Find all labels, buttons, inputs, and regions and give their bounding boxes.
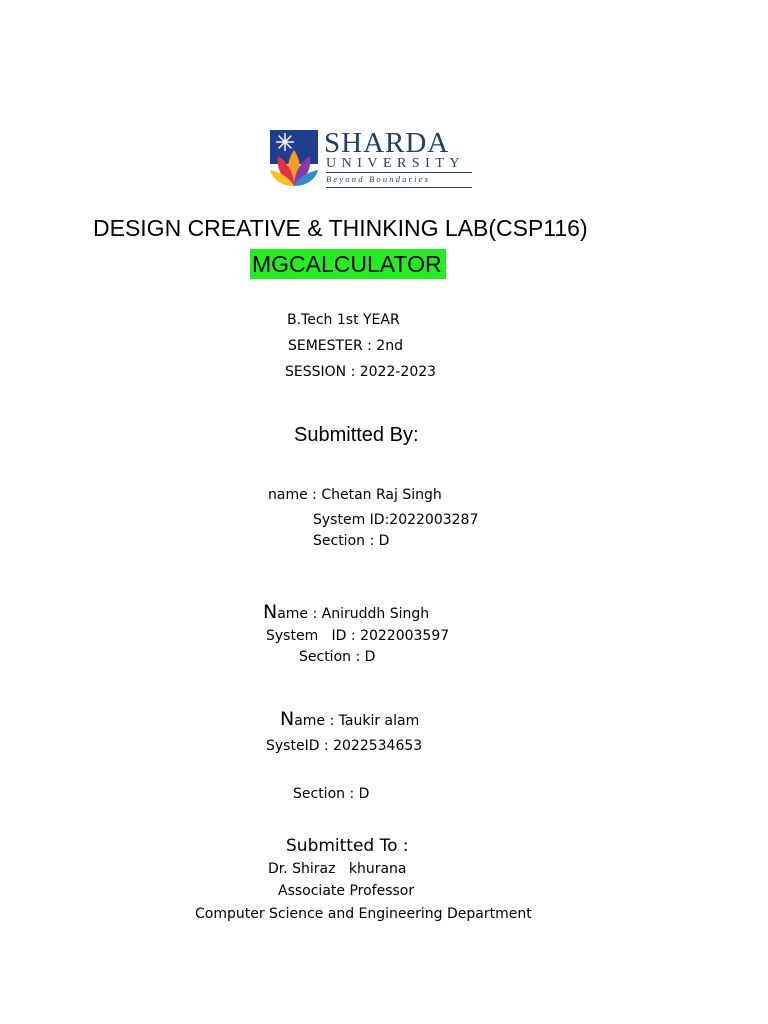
course-year: B.Tech 1st YEAR [287,312,400,328]
student-3-name-cap: N [280,708,295,730]
student-1-name-text: name : Chetan Raj Singh [268,487,442,503]
student-2-system-id: System ID : 2022003597 [266,628,450,644]
page-title: DESIGN CREATIVE & THINKING LAB(CSP116) [93,215,588,241]
student-3-name-text: ame : Taukir alam [294,713,420,729]
student-2-section: Section : D [299,649,376,665]
course-session: SESSION : 2022-2023 [285,364,437,380]
student-3-name [280,708,419,730]
student-3-section: Section : D [293,786,370,802]
faculty-name: Dr. Shiraz khurana [268,861,407,877]
logo-rule-top [326,172,472,173]
submitted-by-heading: Submitted By: [294,424,419,446]
student-2-name [263,601,429,623]
project-title: MGCALCULATOR [250,249,446,279]
student-2-name-text: ame : Aniruddh Singh [277,606,430,622]
student-1-system-id: System ID:2022003287 [313,512,479,528]
student-3-system-id: SysteID : 2022534653 [266,738,423,754]
course-semester: SEMESTER : 2nd [288,338,403,354]
logo-tagline: Beyond Boundaries [326,174,431,184]
student-1-section: Section : D [313,533,390,549]
submitted-to-heading: Submitted To : [286,836,409,856]
logo-subname: UNIVERSITY [326,156,465,171]
faculty-department: Computer Science and Engineering Department [195,906,532,922]
logo-rule-bottom [326,187,472,188]
student-2-name-cap: N [263,601,278,623]
faculty-designation: Associate Professor [278,883,415,899]
logo-name: SHARDA [324,127,450,159]
student-1-name [268,487,442,503]
lotus-emblem-icon [268,128,320,190]
university-logo [268,126,478,192]
